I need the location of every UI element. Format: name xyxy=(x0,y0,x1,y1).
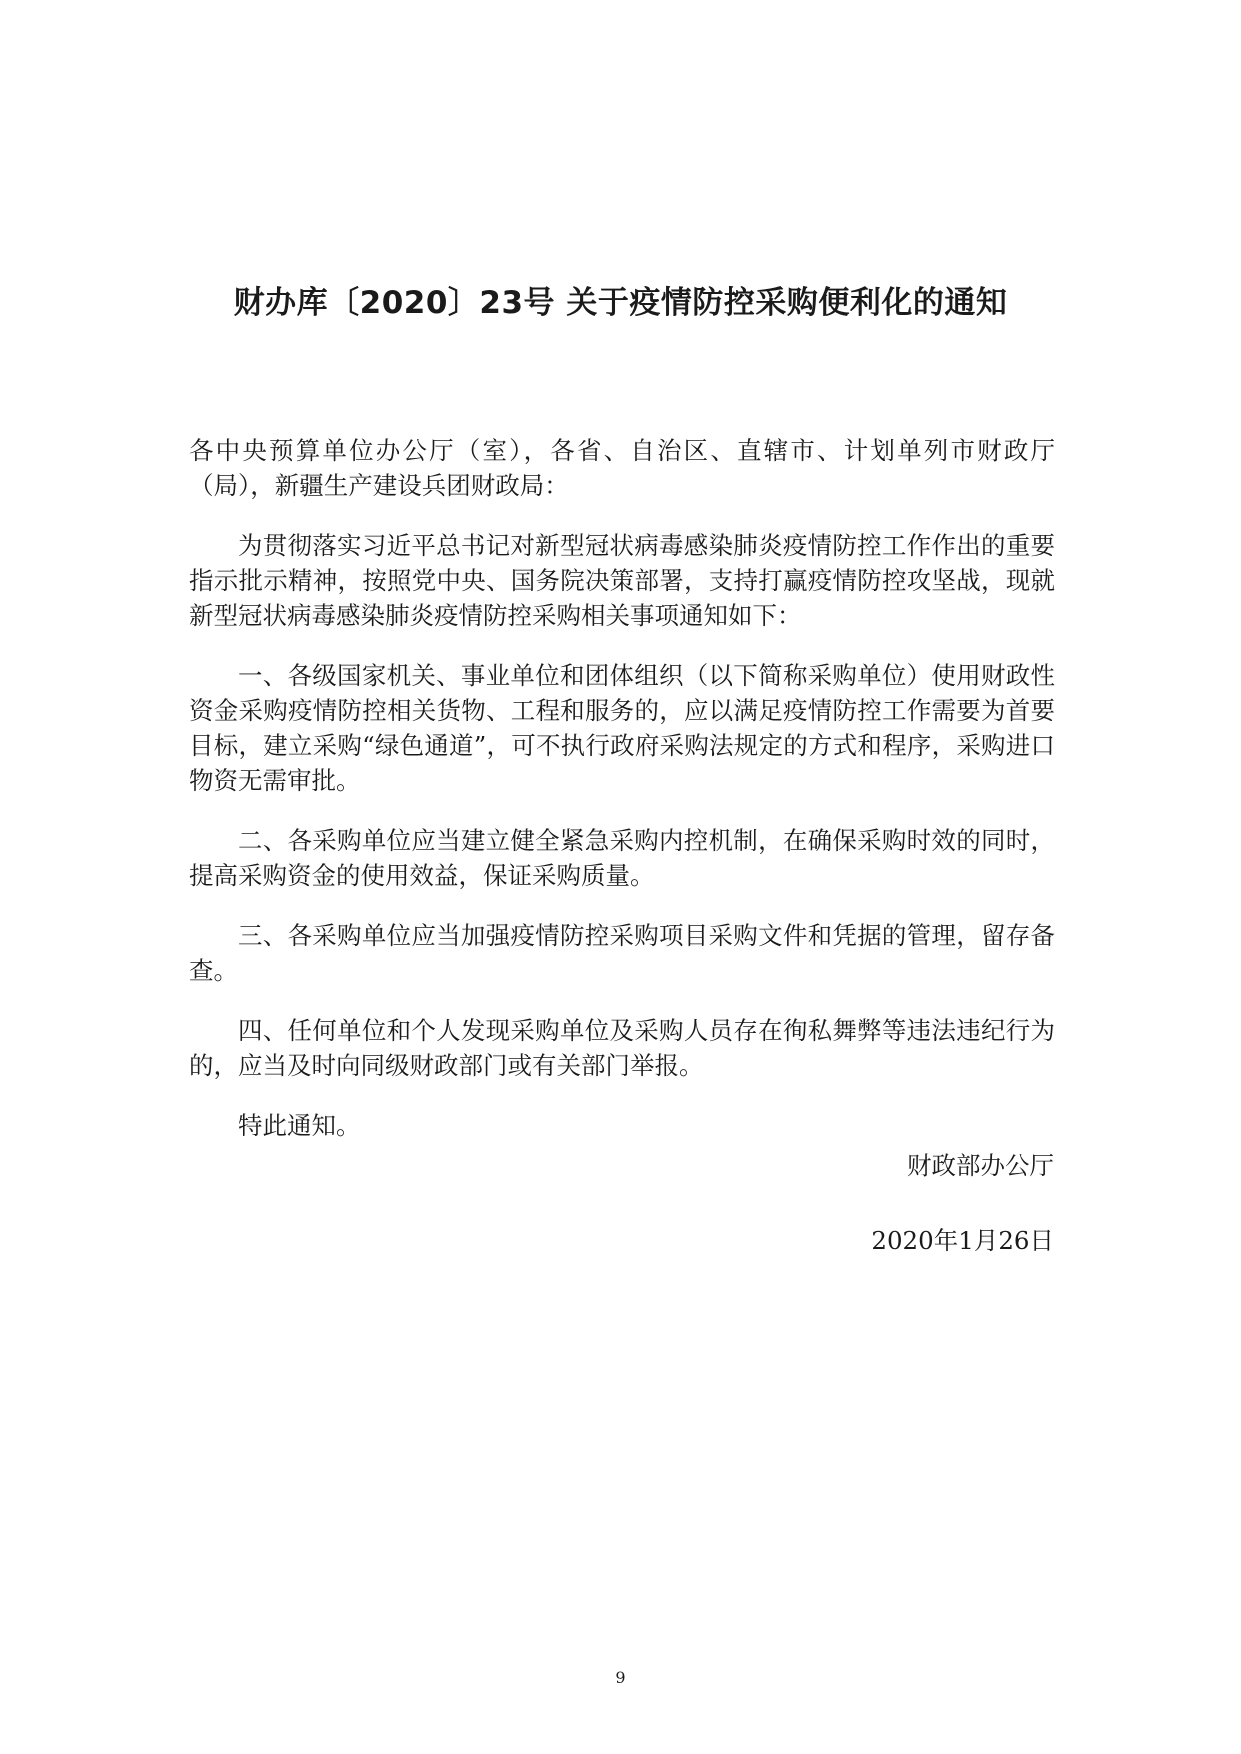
document-title: 财办库〔2020〕23号 关于疫情防控采购便利化的通知 xyxy=(233,285,1008,321)
issue-date: 2020年1月26日 xyxy=(871,1226,1054,1255)
issuer-signature: 财政部办公厅 xyxy=(907,1151,1054,1180)
paragraph-closing: 特此通知。 xyxy=(238,1111,361,1140)
document-body xyxy=(189,433,1055,1168)
paragraph-intro: 为贯彻落实习近平总书记对新型冠状病毒感染肺炎疫情防控工作作出的重要指示批示精神，按照党中央、国务院决策部署，支持打赢疫情防控攻坚战，现就新型冠状病毒感染肺炎疫情防控采购相关事项通知如下： xyxy=(189,531,1055,630)
page-number: 9 xyxy=(615,1668,626,1687)
paragraph-item-2: 二、各采购单位应当建立健全紧急采购内控机制，在确保采购时效的同时，提高采购资金的使用效益，保证采购质量。 xyxy=(189,826,1055,890)
paragraph-item-4: 四、任何单位和个人发现采购单位及采购人员存在徇私舞弊等违法违纪行为的，应当及时向同级财政部门或有关部门举报。 xyxy=(189,1016,1055,1080)
addressee: 各中央预算单位办公厅（室），各省、自治区、直辖市、计划单列市财政厅（局），新疆生产建设兵团财政局： xyxy=(189,436,1055,500)
paragraph-item-3: 三、各采购单位应当加强疫情防控采购项目采购文件和凭据的管理，留存备查。 xyxy=(189,921,1055,985)
paragraph-item-1: 一、各级国家机关、事业单位和团体组织（以下简称采购单位）使用财政性资金采购疫情防控相关货物、工程和服务的，应以满足疫情防控工作需要为首要目标，建立采购“绿色通道”，可不执行政府采购法规定的方式和程序，采购进口物资无需审批。 xyxy=(189,661,1055,795)
